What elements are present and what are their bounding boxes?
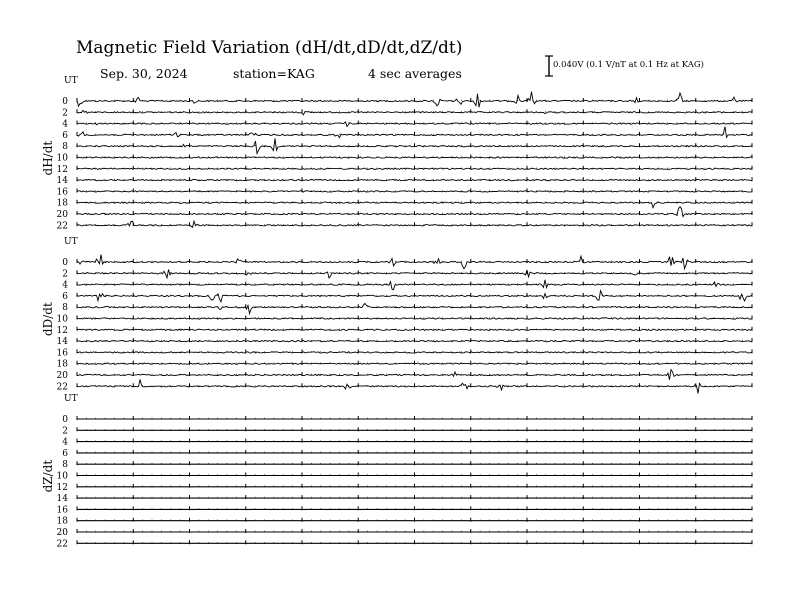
panel-dddt [41, 237, 752, 393]
hour-label: 2 [62, 269, 68, 280]
hour-label: 4 [62, 119, 68, 130]
hour-label: 16 [56, 348, 68, 359]
hour-label: 10 [56, 471, 68, 482]
hour-label: 12 [56, 482, 68, 493]
hour-label: 6 [62, 291, 68, 302]
hour-label: 2 [62, 426, 68, 437]
hour-label: 14 [56, 494, 68, 505]
hour-label: 6 [62, 448, 68, 459]
hour-label: 8 [62, 142, 68, 153]
hour-label: 16 [56, 505, 68, 516]
hour-label: 22 [56, 539, 68, 550]
chart-title: Magnetic Field Variation (dH/dt,dD/dt,dZ/dt) [76, 38, 463, 58]
scale-label: 0.040V (0.1 V/nT at 0.1 Hz at KAG) [553, 60, 704, 70]
panel-label: dD/dt [41, 302, 55, 337]
station-label: station=KAG [233, 66, 315, 81]
averaging-label: 4 sec averages [368, 66, 462, 81]
hour-label: 20 [56, 528, 68, 538]
hour-label: 14 [56, 337, 68, 348]
scale-bar [545, 56, 553, 76]
panel-label: dZ/dt [41, 459, 55, 493]
hour-label: 8 [62, 460, 68, 471]
hour-label: 18 [56, 198, 68, 209]
ut-label: UT [64, 237, 78, 247]
hour-label: 10 [56, 153, 68, 164]
ut-label: UT [64, 394, 78, 404]
hour-label: 2 [62, 108, 68, 119]
panel-dzdt [41, 394, 752, 549]
hour-label: 18 [56, 359, 68, 370]
hour-label: 20 [56, 210, 68, 220]
hour-label: 0 [62, 415, 68, 425]
hour-label: 14 [56, 176, 68, 187]
ut-label: UT [64, 76, 78, 86]
hour-label: 0 [62, 97, 68, 107]
hour-label: 4 [62, 437, 68, 448]
hour-label: 10 [56, 314, 68, 325]
hour-label: 18 [56, 516, 68, 527]
hour-label: 22 [56, 382, 68, 393]
hour-label: 8 [62, 303, 68, 314]
hour-label: 16 [56, 187, 68, 198]
hour-label: 20 [56, 371, 68, 381]
hour-label: 22 [56, 221, 68, 232]
hour-label: 6 [62, 130, 68, 141]
hour-label: 12 [56, 164, 68, 175]
panel-label: dH/dt [41, 140, 55, 176]
date-label: Sep. 30, 2024 [100, 66, 188, 81]
hour-label: 12 [56, 325, 68, 336]
hour-label: 0 [62, 258, 68, 268]
panel-dhdt [41, 76, 752, 231]
hour-label: 4 [62, 280, 68, 291]
